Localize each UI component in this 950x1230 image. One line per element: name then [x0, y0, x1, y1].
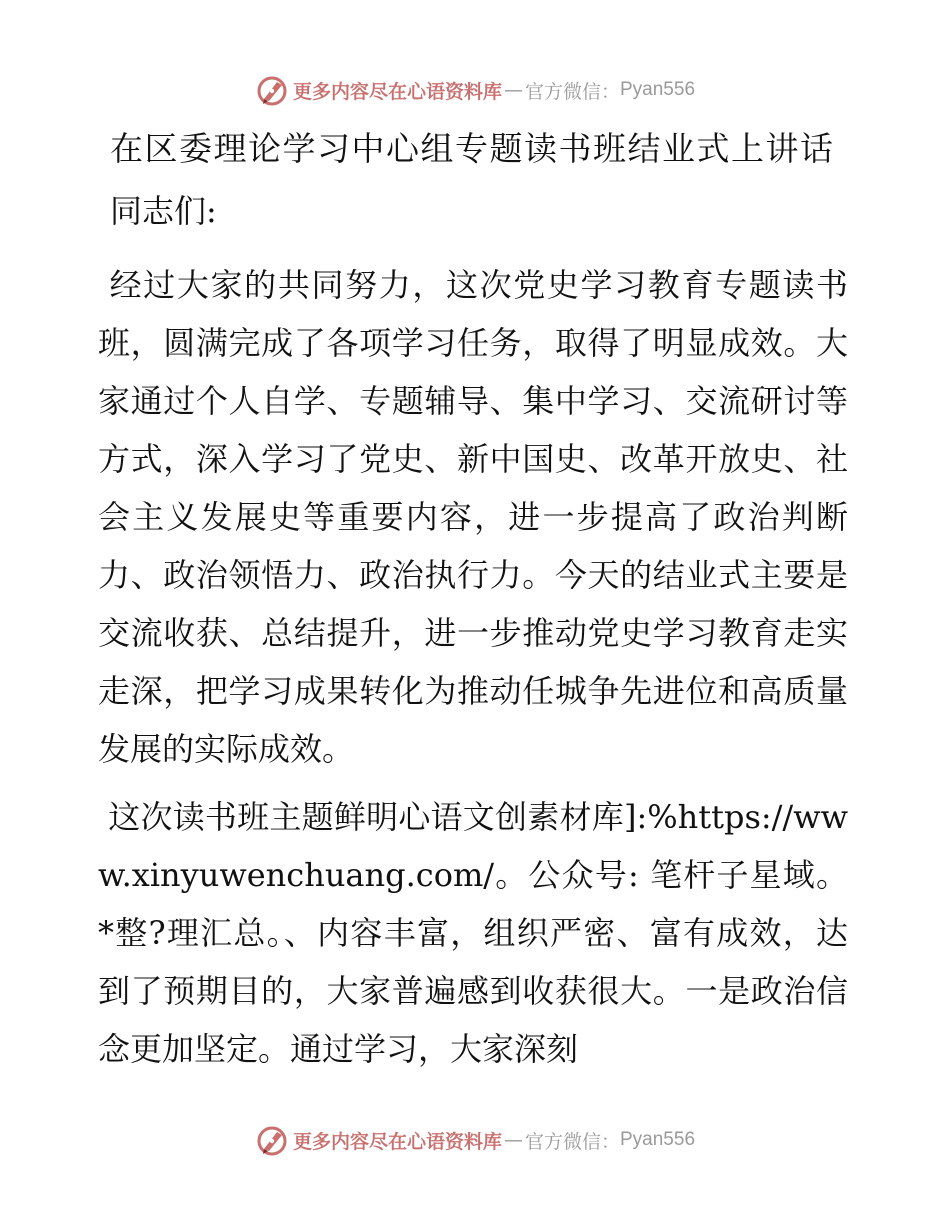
- paragraph-1: [98, 256, 848, 778]
- paragraph-2-text: 这次读书班主题鲜明心语文创素材库]:%https://www.xinyuwenchuang.com/。公众号: 笔杆子星域。*整?理汇总。、内容丰富，组织严密、富有成效，达到了预期目的，大家普遍感到收获很大。一是政治信念更加坚定。通过学习，大家深刻: [98, 798, 848, 1068]
- banner-separator: —: [503, 1129, 523, 1151]
- banner-text: 更多内容尽在心语资料库: [292, 1130, 502, 1153]
- banner-wechat-id: Pyan556: [620, 79, 696, 100]
- paragraph-2: [98, 788, 848, 1078]
- paragraph-1-text: 经过大家的共同努力，这次党史学习教育专题读书班，圆满完成了各项学习任务，取得了明显成效。大家通过个人自学、专题辅导、集中学习、交流研讨等方式，深入学习了党史、新中国史、改革开放史、社会主义发展史等重要内容，进一步提高了政治判断力、政治领悟力、政治执行力。今天的结业式主要是交流收获、总结提升，进一步推动党史学习教育走实走深，把学习成果转化为推动任城争先进位和高质量发展的实际成效。: [98, 266, 848, 768]
- greeting: 同志们:: [110, 192, 217, 230]
- banner-wechat-id: Pyan556: [620, 1129, 696, 1150]
- pen-logo-icon: [255, 73, 289, 107]
- banner-text: 更多内容尽在心语资料库: [292, 80, 502, 103]
- banner-wechat-label: 官方微信：: [524, 1130, 620, 1153]
- document-body: [98, 122, 848, 1088]
- pen-logo-icon: [255, 1123, 289, 1157]
- header-watermark-banner: [0, 70, 950, 110]
- footer-watermark-banner: [0, 1120, 950, 1160]
- banner-separator: —: [503, 79, 523, 101]
- banner-wechat-label: 官方微信：: [524, 80, 620, 103]
- document-title: 在区委理论学习中心组专题读书班结业式上讲话: [110, 129, 835, 168]
